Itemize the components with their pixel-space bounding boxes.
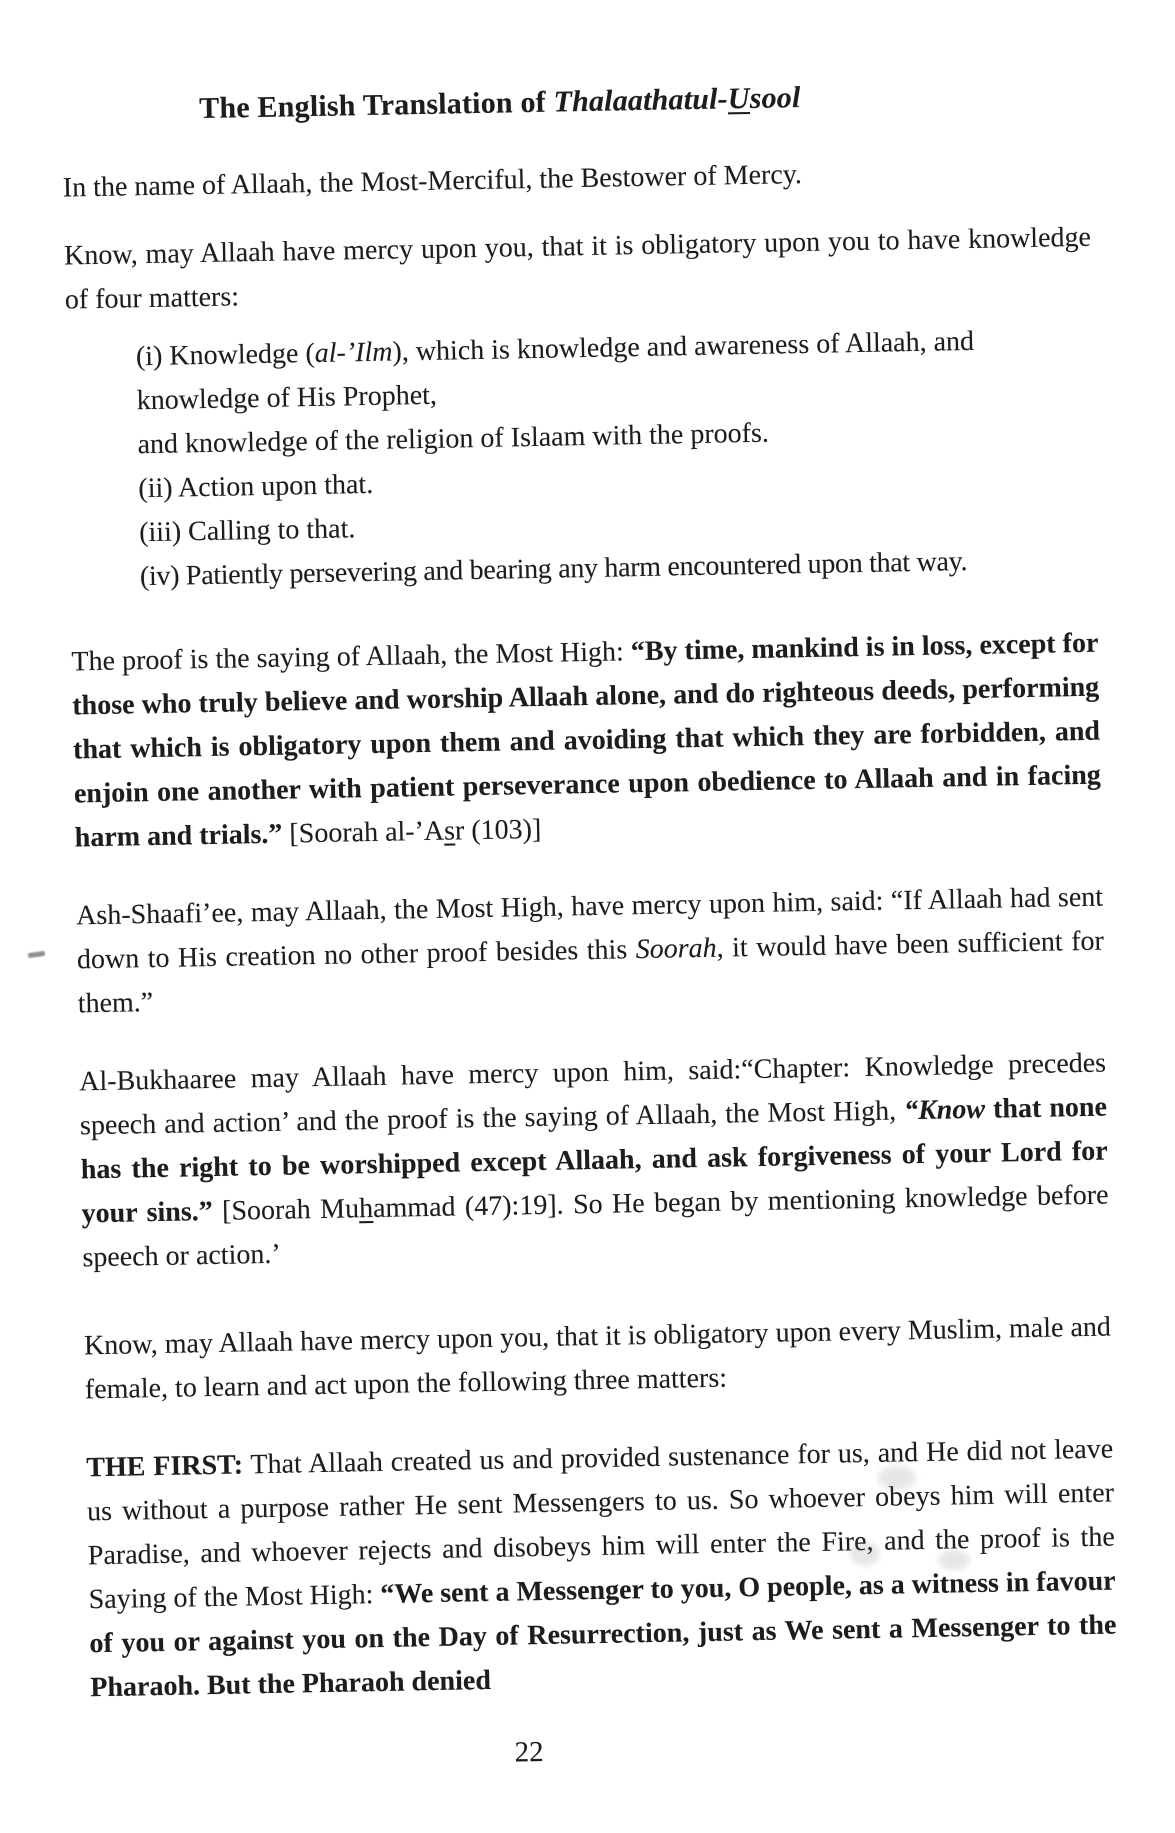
shafiee-paragraph: [76, 876, 1105, 1027]
bukhaaree-reference: [Soorah Mu: [212, 1193, 360, 1227]
matter-i-text-cont: ), which is knowledge and awareness of Allaah, and: [392, 325, 975, 368]
proof-asr-lead: The proof is the saying of Allaah, the Most High:: [71, 636, 632, 678]
shafiee-text: Ash-Shaafi’ee, may Allaah, the Most High, have mercy upon him, said: “If Allaah had sent down to His creation no other proof besides this: [75, 881, 1104, 976]
matter-i-arabic-term: al-’Ilm: [314, 336, 393, 369]
book-title-underlined-letter: U: [727, 81, 750, 116]
four-matters-list: [66, 318, 1098, 601]
book-title-post: sool: [749, 81, 801, 115]
scan-speck: [878, 1466, 916, 1490]
bukhaaree-paragraph: [79, 1042, 1110, 1281]
asr-reference-underlined-letter: s: [443, 815, 456, 847]
bukhaaree-quote: that none has the right to be worshipped except Allaah, and ask forgiveness of your Lord for your sins.”: [80, 1091, 1108, 1230]
book-title: [553, 81, 801, 119]
page-content: [61, 76, 1119, 1778]
shafiee-text-post: , it would have been sufficient for them.”: [77, 925, 1105, 1020]
bukhaaree-reference-underlined-letter: h: [358, 1193, 374, 1225]
scan-margin-dash: [28, 951, 46, 958]
bukhaaree-quote-know: “Know: [903, 1093, 986, 1127]
matter-iv: (iv) Patiently persevering and bearing any harm encountered upon that way.: [139, 546, 968, 593]
book-title-pre: Thalaathatul-: [553, 82, 729, 119]
proof-asr-paragraph: [71, 622, 1102, 861]
matter-i-line3: and knowledge of the religion of Islaam with the proofs.: [137, 417, 770, 461]
matter-i-text: (i) Knowledge (: [135, 337, 316, 373]
title-prefix: The English Translation of: [198, 85, 554, 126]
matter-ii: (ii) Action upon that.: [138, 468, 374, 505]
intro-paragraph: Know, may Allaah have mercy upon you, that it is obligatory upon you to have knowledge of four matters:: [63, 221, 1092, 316]
bukhaaree-text: Al-Bukhaaree may Allaah have mercy upon him, said:“Chapter: Knowledge precedes speech and action’ and the proof is the saying of Allaah, the Most High,: [78, 1047, 1107, 1142]
the-first-label: THE FIRST:: [86, 1449, 244, 1484]
matter-i-line2: knowledge of His Prophet,: [136, 379, 438, 417]
scan-speck: [938, 1550, 970, 1570]
scan-speck: [850, 1542, 880, 1566]
page-number: 22: [514, 1736, 544, 1769]
asr-reference-post: r (103)]: [454, 813, 542, 847]
asr-quote: “By time, mankind is in loss, except for those who truly believe and worship Allaah alone, and do righteous deeds, performing that which is obligatory upon them and avoiding that which they are forbidden, and enjoin one another with patient perseverance upon obedience to Allaah and in facing harm and trials.”: [72, 627, 1102, 854]
page-title: [61, 76, 1088, 129]
bukhaaree-reference-post: ammad (47):19]. So He began by mentioning knowledge before speech or action.’: [82, 1179, 1109, 1274]
shafiee-soorah-italic: Soorah: [635, 932, 717, 966]
matter-iii: (iii) Calling to that.: [138, 513, 356, 549]
the-first-body: That Allaah created us and provided sustenance for us, and He did not leave us without a purpose rather He sent Messengers to us. So whoever obeys him will enter Paradise, and whoever rejects and disobeys him will enter the Fire, and the proof is the Saying of the Most High:: [86, 1433, 1116, 1616]
asr-reference: [Soorah al-’A: [282, 815, 445, 850]
the-first-quote: “We sent a Messenger to you, O people, as a witness in favour of you or against you on the Day of Resurrection, just as We sent a Messenger to the Pharaoh. But the Pharaoh denied: [89, 1565, 1117, 1704]
basmalah-line: In the name of Allaah, the Most-Merciful, the Bestower of Mercy.: [62, 159, 803, 204]
know-muslim-paragraph: Know, may Allaah have mercy upon you, that it is obligatory upon every Muslim, male and female, to learn and act upon the following three matters:: [83, 1311, 1112, 1406]
the-first-paragraph: [86, 1428, 1118, 1711]
